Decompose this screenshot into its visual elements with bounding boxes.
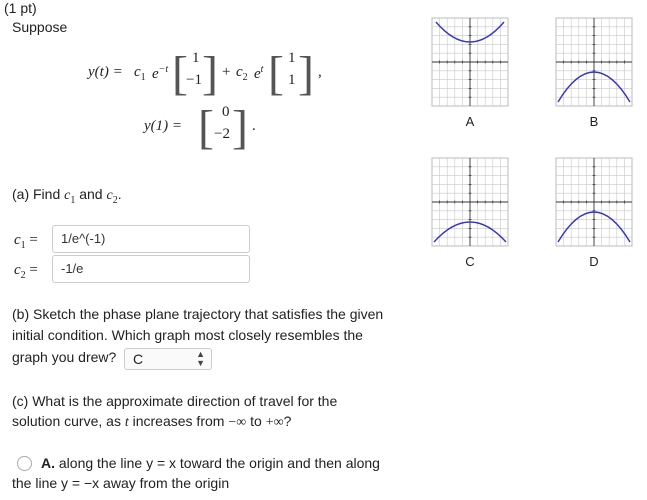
part-c-line1: (c) What is the approximate direction of travel for the: [12, 393, 338, 409]
eq1-comma: ,: [318, 64, 322, 80]
eq2-bracket-left: [: [198, 101, 214, 154]
graph-label: B: [589, 114, 599, 129]
graph-b: [556, 18, 632, 129]
part-c-line2: solution curve, as t increases from −∞ to +∞?: [12, 413, 292, 430]
eq1-lhs: y(t) =: [88, 64, 123, 80]
vec1-bracket-right: ]: [202, 47, 218, 100]
part-b-line1: (b) Sketch the phase plane trajectory that satisfies the given: [12, 306, 384, 322]
graph-select-value: C: [133, 351, 144, 367]
eq2-lhs: y(1) =: [144, 118, 183, 134]
eq2-top: 0: [222, 104, 230, 120]
vec2-bracket-left: [: [268, 47, 284, 100]
eq1-exp2: $e^t$: [254, 64, 264, 82]
vec1-bracket-left: [: [172, 47, 188, 100]
select-updown-icon: ▲ ▼: [196, 349, 205, 368]
graph-label: C: [465, 254, 475, 269]
vec2-bracket-right: ]: [298, 47, 314, 100]
eq1-c1: $c_1$: [134, 64, 146, 83]
eq1-plus: +: [222, 64, 231, 80]
vec1-top: 1: [192, 50, 200, 66]
c2-input[interactable]: -1/e: [52, 255, 250, 283]
intro-text: Suppose: [12, 19, 68, 35]
graph-label: D: [589, 254, 599, 269]
c1-input[interactable]: 1/e^(-1): [52, 225, 250, 253]
eq2-period: .: [252, 118, 256, 134]
eq2-bottom: −2: [214, 126, 230, 142]
eq1-exp1: $e^{-t}$: [152, 64, 169, 82]
graph-c: [432, 158, 508, 269]
part-b-line2: initial condition. Which graph most closely resembles the: [12, 327, 363, 343]
eq1-c2: $c_2$: [236, 64, 248, 83]
graph-d: [556, 158, 632, 269]
part-b-line3: graph you drew?: [12, 349, 117, 365]
vec2-bottom: 1: [288, 72, 296, 88]
vec1-bottom: −1: [186, 72, 202, 88]
option-a-line1: A. along the line y = x toward the origin and then along: [41, 455, 380, 471]
c2-label: $c_2$ =: [14, 262, 38, 281]
option-a-line2: the line y = −x away from the origin: [12, 475, 230, 491]
graph-label: A: [465, 114, 475, 129]
graph-a: [432, 18, 508, 129]
part-a-prompt: (a) Find $c_1$ and $c_2$.: [12, 186, 122, 206]
vec2-top: 1: [288, 50, 296, 66]
c1-label: $c_1$ =: [14, 232, 38, 251]
points-label: (1 pt): [4, 0, 37, 16]
eq2-bracket-right: ]: [232, 101, 248, 154]
